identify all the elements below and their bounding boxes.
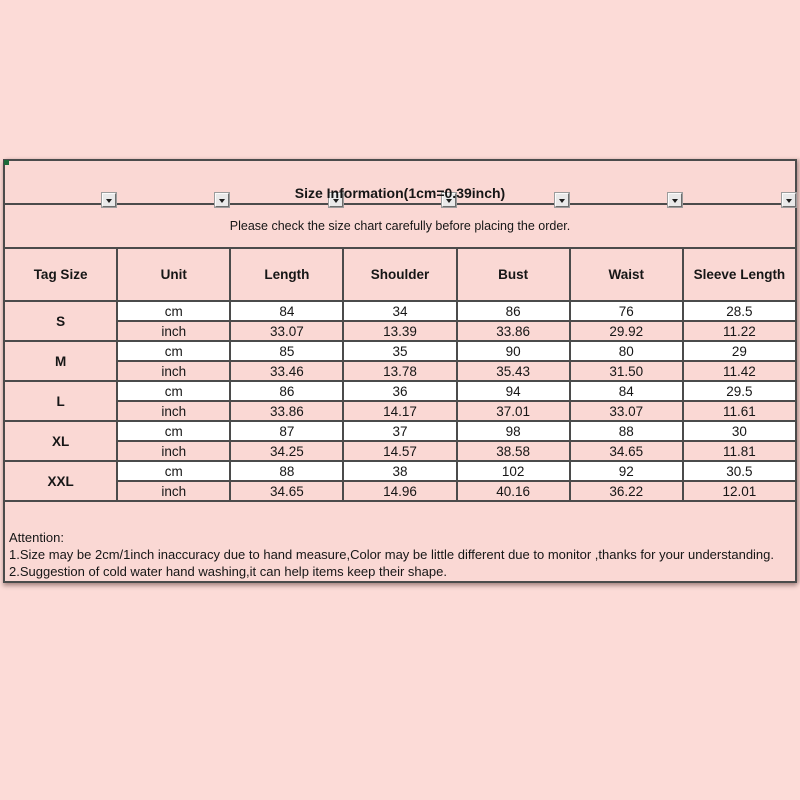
cell-value: 11.81 (683, 441, 796, 461)
chevron-down-icon (559, 199, 565, 206)
cell-value: 11.22 (683, 321, 796, 341)
cell-value: 33.07 (570, 401, 683, 421)
cell-value: 84 (230, 301, 343, 321)
size-chart-table (3, 159, 797, 583)
size-label-xxl: XXL (4, 461, 117, 501)
table-row (4, 441, 796, 461)
table-row (4, 301, 796, 321)
cell-value: 37 (343, 421, 456, 441)
cell-value: 30 (683, 421, 796, 441)
unit-label: inch (117, 321, 230, 341)
unit-label: cm (117, 381, 230, 401)
table-row (4, 401, 796, 421)
filter-dropdown-icon[interactable] (555, 193, 569, 207)
size-label-xl: XL (4, 421, 117, 461)
chevron-down-icon (786, 199, 792, 206)
unit-label: cm (117, 461, 230, 481)
cell-value: 36 (343, 381, 456, 401)
cell-value: 28.5 (683, 301, 796, 321)
cell-value: 87 (230, 421, 343, 441)
cell-value: 84 (570, 381, 683, 401)
cell-value: 92 (570, 461, 683, 481)
attention-note-2: 2.Suggestion of cold water hand washing,it can help items keep their shape. (9, 564, 447, 579)
attention-note-1: 1.Size may be 2cm/1inch inaccuracy due to hand measure,Color may be little different due to monitor ,thanks for your understanding. (9, 547, 775, 562)
size-label-s: S (4, 301, 117, 341)
filter-dropdown-icon[interactable] (782, 193, 796, 207)
cell-value: 34.25 (230, 441, 343, 461)
col-header-sleeve-length: Sleeve Length (683, 248, 796, 301)
size-label-m: M (4, 341, 117, 381)
filter-dropdown-icon[interactable] (668, 193, 682, 207)
table-row (4, 381, 796, 401)
cell-value: 29.5 (683, 381, 796, 401)
unit-label: inch (117, 441, 230, 461)
col-header-length: Length (230, 248, 343, 301)
filter-dropdown-icon[interactable] (102, 193, 116, 207)
cell-value: 31.50 (570, 361, 683, 381)
cell-value: 34 (343, 301, 456, 321)
cell-value: 33.86 (457, 321, 570, 341)
chevron-down-icon (672, 199, 678, 206)
cell-value: 30.5 (683, 461, 796, 481)
cell-value: 86 (230, 381, 343, 401)
col-header-bust: Bust (457, 248, 570, 301)
size-label-l: L (4, 381, 117, 421)
sheet-corner-mark (4, 160, 9, 165)
cell-value: 29.92 (570, 321, 683, 341)
table-subtitle: Please check the size chart carefully before placing the order. (4, 204, 796, 248)
cell-value: 37.01 (457, 401, 570, 421)
table-row (4, 361, 796, 381)
cell-value: 11.61 (683, 401, 796, 421)
cell-value: 33.86 (230, 401, 343, 421)
cell-value: 13.78 (343, 361, 456, 381)
cell-value: 14.17 (343, 401, 456, 421)
cell-value: 38 (343, 461, 456, 481)
table-row (4, 461, 796, 481)
unit-label: inch (117, 481, 230, 501)
unit-label: cm (117, 341, 230, 361)
cell-value: 76 (570, 301, 683, 321)
cell-value: 90 (457, 341, 570, 361)
subtitle-row (4, 204, 796, 248)
unit-label: inch (117, 361, 230, 381)
size-chart-sheet (3, 159, 797, 583)
cell-value: 35.43 (457, 361, 570, 381)
cell-value: 29 (683, 341, 796, 361)
col-header-waist: Waist (570, 248, 683, 301)
chevron-down-icon (219, 199, 225, 206)
table-title: Size Information(1cm=0.39inch) (294, 185, 506, 201)
unit-label: inch (117, 401, 230, 421)
cell-value: 38.58 (457, 441, 570, 461)
cell-value: 36.22 (570, 481, 683, 501)
unit-label: cm (117, 421, 230, 441)
cell-value: 34.65 (570, 441, 683, 461)
cell-value: 14.96 (343, 481, 456, 501)
cell-value: 35 (343, 341, 456, 361)
attention-notes-cell (4, 501, 796, 582)
cell-value: 88 (230, 461, 343, 481)
cell-value: 102 (457, 461, 570, 481)
cell-value: 34.65 (230, 481, 343, 501)
table-row (4, 421, 796, 441)
cell-value: 11.42 (683, 361, 796, 381)
cell-value: 88 (570, 421, 683, 441)
table-row (4, 341, 796, 361)
chevron-down-icon (106, 199, 112, 206)
table-row (4, 481, 796, 501)
cell-value: 33.07 (230, 321, 343, 341)
cell-value: 86 (457, 301, 570, 321)
cell-value: 94 (457, 381, 570, 401)
col-header-unit: Unit (117, 248, 230, 301)
cell-value: 13.39 (343, 321, 456, 341)
cell-value: 85 (230, 341, 343, 361)
cell-value: 40.16 (457, 481, 570, 501)
col-header-tag-size: Tag Size (4, 248, 117, 301)
table-row (4, 321, 796, 341)
attention-heading: Attention: (9, 530, 64, 545)
cell-value: 98 (457, 421, 570, 441)
cell-value: 80 (570, 341, 683, 361)
unit-label: cm (117, 301, 230, 321)
attention-notes-row (4, 501, 796, 582)
col-header-shoulder: Shoulder (343, 248, 456, 301)
cell-value: 14.57 (343, 441, 456, 461)
column-header-row (4, 248, 796, 301)
cell-value: 33.46 (230, 361, 343, 381)
cell-value: 12.01 (683, 481, 796, 501)
filter-dropdown-icon[interactable] (215, 193, 229, 207)
